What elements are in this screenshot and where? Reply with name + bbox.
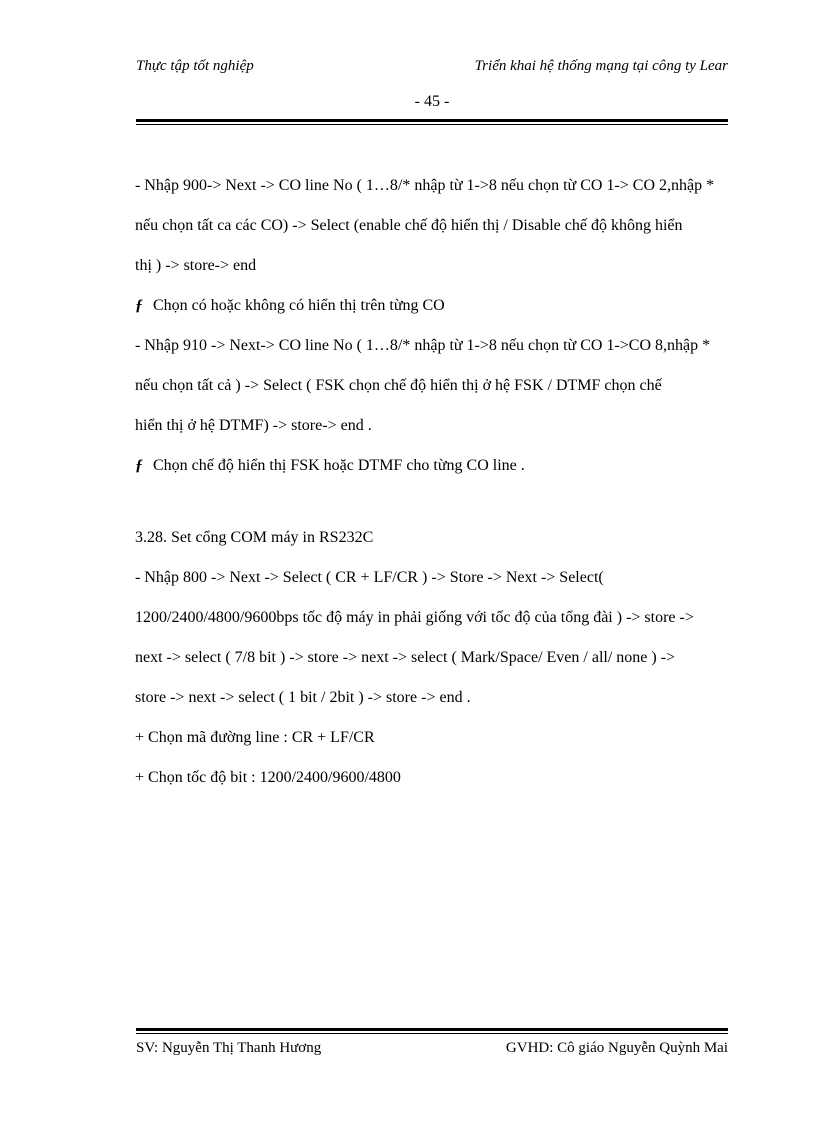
paragraph-text: Chọn chế độ hiển thị FSK hoặc DTMF cho từng CO line . <box>153 457 525 474</box>
paragraph: nếu chọn tất ca các CO) -> Select (enable chế độ hiển thị / Disable chế độ không hiển <box>135 217 683 234</box>
paragraph: store -> next -> select ( 1 bit / 2bit ) -> store -> end . <box>135 689 471 706</box>
bullet-paragraph <box>135 450 740 482</box>
bullet-symbol: ƒ <box>135 457 143 474</box>
paragraph: 1200/2400/4800/9600bps tốc độ máy in phải giống với tốc độ của tổng đài ) -> store -> <box>135 609 694 626</box>
header-right-title: Triển khai hệ thống mạng tại công ty Lear <box>474 58 728 74</box>
bullet-symbol: ƒ <box>135 297 143 314</box>
footer-advisor: GVHD: Cô giáo Nguyễn Quỳnh Mai <box>505 1040 728 1056</box>
paragraph: nếu chọn tất cả ) -> Select ( FSK chọn chế độ hiển thị ở hệ FSK / DTMF chọn chế <box>135 377 662 394</box>
document-body <box>135 170 740 802</box>
header-divider <box>136 119 728 125</box>
footer-student: SV: Nguyễn Thị Thanh Hương <box>136 1040 322 1056</box>
paragraph: hiển thị ở hệ DTMF) -> store-> end . <box>135 417 372 434</box>
bullet-paragraph <box>135 290 740 322</box>
paragraph: - Nhập 800 -> Next -> Select ( CR + LF/CR ) -> Store -> Next -> Select( <box>135 569 604 586</box>
paragraph-text: Chọn có hoặc không có hiển thị trên từng CO <box>153 297 445 314</box>
page-number: - 45 - <box>414 93 450 110</box>
section-heading: 3.28. Set cổng COM máy in RS232C <box>135 529 374 546</box>
paragraph: next -> select ( 7/8 bit ) -> store -> next -> select ( Mark/Space/ Even / all/ none ) -> <box>135 649 676 666</box>
footer-divider <box>136 1028 728 1034</box>
paragraph: - Nhập 910 -> Next-> CO line No ( 1…8/* nhập từ 1->8 nếu chọn từ CO 1->CO 8,nhập * <box>135 337 711 354</box>
paragraph: - Nhập 900-> Next -> CO line No ( 1…8/* nhập từ 1->8 nếu chọn từ CO 1-> CO 2,nhập * <box>135 177 715 194</box>
header-left-title: Thực tập tốt nghiệp <box>136 58 254 74</box>
paragraph: thị ) -> store-> end <box>135 257 257 274</box>
paragraph: + Chọn mã đường line : CR + LF/CR <box>135 729 375 746</box>
paragraph: + Chọn tốc độ bit : 1200/2400/9600/4800 <box>135 769 401 786</box>
